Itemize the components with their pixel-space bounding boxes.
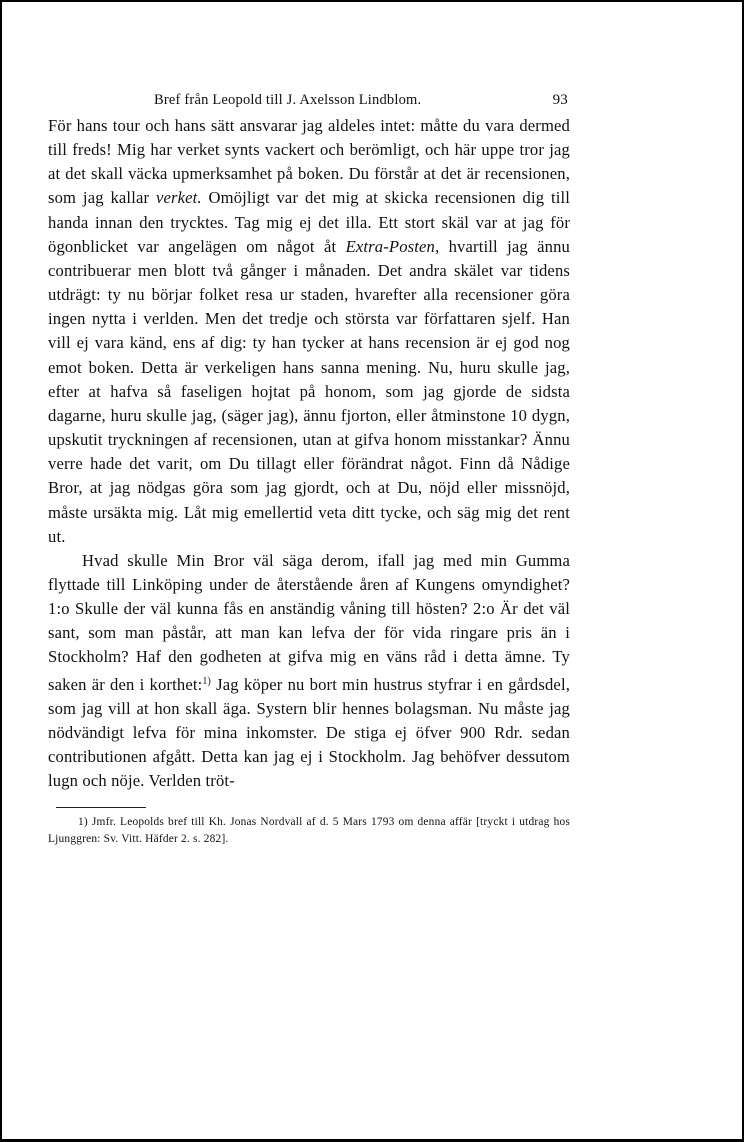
running-title: Bref från Leopold till J. Axelsson Lindblom. bbox=[154, 92, 422, 108]
footnote-text: 1) Jmfr. Leopolds bref till Kh. Jonas Nordvall af d. 5 Mars 1793 om denna affär [tryckt i utdrag hos Ljunggren: Sv. Vitt. Häfder 2. s. 282]. bbox=[48, 816, 570, 846]
book-page bbox=[48, 88, 570, 848]
main-text bbox=[48, 114, 570, 793]
scan-border-left bbox=[0, 0, 2, 1142]
italic-verket: verket. bbox=[155, 188, 202, 208]
paragraph-2-text-a: Hvad skulle Min Bror väl säga derom, ifall jag med min Gumma flyttade till Linköping under de återstående åren af Kungens omyndighet? 1:o Skulle der väl kunna fås en anständig våning till hösten? 2:o Är det väl sant, som man påstår, att man kan lefva der för vida ringare pris än i Stockholm? Haf den godheten at gifva mig en väns råd i detta ämne. Ty saken är den i korthet: bbox=[48, 550, 570, 694]
paragraph-1-text-b: Omöjligt var det mig at skicka recensionen dig till handa innan den trycktes. Tag mig ej det illa. Ett stort skäl var at jag för ögonblicket var angelägen om något åt bbox=[48, 188, 571, 256]
paragraph-1-text-c: hvartill jag ännu contribuerar men blott två gånger i månaden. Det andra skälet var tidens utdrägt: ty nu börjar folket resa ur staden, hvarefter alla recensioner göra ingen nytta i verlden. Men det tredje och största var författaren sjelf. Han vill ej vara känd, ens af dig: ty han tycker at hans recension är ej god nog emot boken. Detta är verkeligen hans sanna mening. Nu, huru skulle jag, efter at hafva så faseligen hojtat på honom, som jag gjorde de sidsta dagarne, huru skulle jag, (säger jag), ännu fjorton, eller åtminstone 10 dygn, upskutit tryckningen af recensionen, utan at gifva honom misstankar? Ännu verre hade det varit, om Du tillagt eller förändrat något. Finn då Nådige Bror, at jag nödgas göra som jag gjordt, och at Du, nöjd eller missnöjd, måste ursäkta mig. Låt mig emellertid veta ditt tycke, och säg mig det rent ut. bbox=[48, 236, 570, 546]
paragraph-2 bbox=[48, 549, 570, 794]
scan-border-top bbox=[0, 0, 744, 2]
paragraph-1-text-a: För hans tour och hans sätt ansvarar jag aldeles intet: måtte du vara dermed till freds! Mig har verket synts vackert och berömligt, och här uppe tror jag at det skall väcka upmerksamhet på boken. Du förstår at det är recensionen, som jag kallar bbox=[48, 116, 570, 208]
paragraph-1 bbox=[48, 114, 570, 549]
italic-extra-posten: Extra-Posten, bbox=[345, 236, 440, 256]
footnote-divider bbox=[56, 807, 146, 808]
footnote-reference: 1) bbox=[202, 675, 211, 687]
paragraph-2-text-b: Jag köper nu bort min hustrus styfrar i en gårdsdel, som jag vill at hon skall äga. Systern blir hennes bolagsman. Nu måste jag nödvändigt lefva för mina inkomster. De stiga ej öfver 900 Rdr. sedan contributionen afgått. Detta kan jag ej i Stockholm. Jag behöfver dessutom lugn och nöje. Verlden tröt- bbox=[48, 674, 570, 791]
page-number: 93 bbox=[552, 92, 568, 108]
running-head bbox=[48, 88, 570, 114]
footnote bbox=[48, 814, 570, 848]
